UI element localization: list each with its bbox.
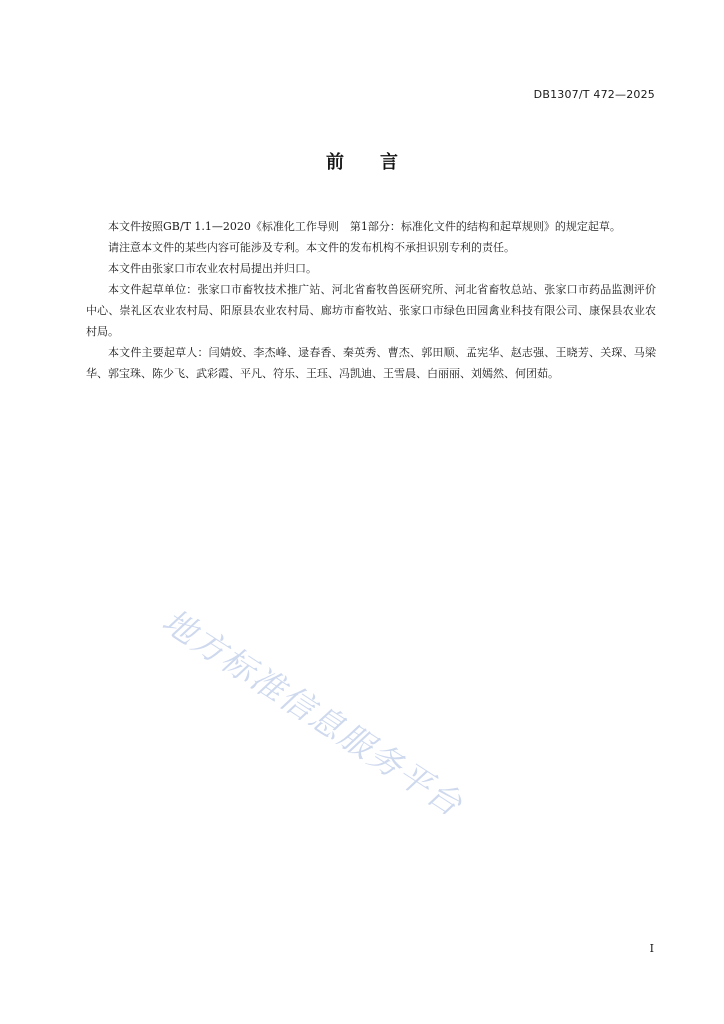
paragraph-patent-notice: 请注意本文件的某些内容可能涉及专利。本文件的发布机构不承担识别专利的责任。 <box>108 241 515 254</box>
watermark: 地方标准信息服务平台 <box>155 601 471 825</box>
title-char-2: 言 <box>380 152 398 173</box>
paragraph-proposer: 本文件由张家口市农业农村局提出并归口。 <box>108 262 317 275</box>
page-number: I <box>649 942 654 955</box>
paragraph-drafting-units: 本文件起草单位：张家口市畜牧技术推广站、河北省畜牧兽医研究所、河北省畜牧总站、张家口市药品监测评价中心、崇礼区农业农村局、阳原县农业农村局、廊坊市畜牧站、张家口市绿色田园禽业科技有限公司、康保县农业农村局。 <box>86 283 656 338</box>
title-char-1: 前 <box>326 152 344 173</box>
foreword-body <box>86 216 656 384</box>
paragraph-drafters: 本文件主要起草人：闫婧姣、李杰峰、逯春香、秦英秀、曹杰、郭田顺、孟宪华、赵志强、王晓芳、关琛、马梁华、郭宝珠、陈少飞、武彩霞、平凡、符乐、王珏、冯凯迪、王雪晨、白丽丽、刘嫣然、何团茹。 <box>86 346 656 380</box>
document-code: DB1307/T 472—2025 <box>533 88 655 101</box>
paragraph-drafting-standard: 本文件按照GB/T 1.1—2020《标准化工作导则 第1部分：标准化文件的结构和起草规则》的规定起草。 <box>108 220 621 233</box>
page-title <box>0 148 724 174</box>
